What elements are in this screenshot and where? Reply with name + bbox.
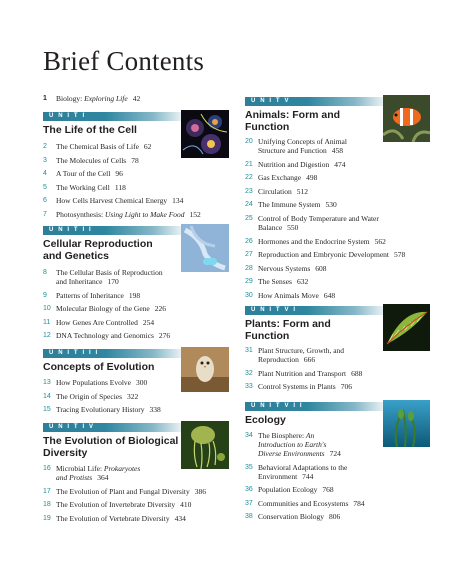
chapter-title: The Chemical Basis of Life <box>56 142 139 151</box>
chapter-page: 458 <box>331 146 343 155</box>
chapter-page: 134 <box>172 196 184 206</box>
chapter-title: How Genes Are Controlled <box>56 317 138 327</box>
chapter-page: 338 <box>149 405 161 415</box>
chapter-title: The Immune System <box>258 200 321 210</box>
chapter-number: 24 <box>245 201 253 209</box>
chapter-number: 14 <box>43 392 51 400</box>
chapter-page: 118 <box>114 182 126 192</box>
chapter-title: Behavioral Adaptations to the <box>258 462 348 472</box>
chapter-title: How Animals Move <box>258 291 319 300</box>
chapter-number: 13 <box>43 379 51 386</box>
chapter-title: Balance <box>258 223 283 232</box>
chapter-title: Control Systems in Plants <box>258 382 336 392</box>
chapter-number: 36 <box>245 486 253 494</box>
chapter-page: 768 <box>322 485 334 495</box>
chapter-title: Communities and Ecosystems <box>258 498 349 508</box>
chapter-number: 29 <box>245 278 253 286</box>
chapter-number: 9 <box>43 291 47 299</box>
chapter-number: 27 <box>245 251 253 259</box>
chapter-title: The Evolution of Vertebrate Diversity <box>56 513 170 523</box>
chapter-title: Plant Nutrition and Transport <box>258 368 347 378</box>
chapter-page: 300 <box>136 378 148 387</box>
chapter-number: 34 <box>245 432 253 439</box>
page-title: Brief Contents <box>43 46 205 76</box>
chapter-number: 12 <box>43 332 51 340</box>
chapter-page: 632 <box>296 277 309 287</box>
chapter-page: 96 <box>115 169 123 179</box>
jellyfish-photo <box>181 421 229 469</box>
owl-photo <box>181 347 229 392</box>
chapter-title: The Cellular Basis of Reproduction <box>56 268 163 277</box>
unit-bar <box>245 97 383 106</box>
chapter-page: 170 <box>107 277 119 286</box>
chapter-number: 32 <box>245 369 253 377</box>
chapter-title: Gas Exchange <box>258 173 302 183</box>
ocean-plant-photo <box>383 400 430 447</box>
chapter-number: 7 <box>43 211 47 218</box>
chapter-page: 322 <box>127 391 139 401</box>
chapter-page: 806 <box>329 512 341 522</box>
chapter-number: 19 <box>43 514 51 522</box>
unit-title: The Evolution of Biological Diversity <box>43 435 179 459</box>
chapter-number: 16 <box>43 465 51 472</box>
chapter-title: Reproduction <box>258 355 299 364</box>
unit-title: Cellular Reproduction and Genetics <box>43 238 153 262</box>
chapter-number: 22 <box>245 174 253 182</box>
chapter-title: Control of Body Temperature and Water <box>258 214 379 223</box>
chapter-title: Tracing Evolutionary History <box>56 405 145 415</box>
chapter-page: 42 <box>132 94 141 103</box>
chapter-page: 498 <box>306 173 318 183</box>
chapter-page: 386 <box>194 486 206 496</box>
chapter-number: 33 <box>245 383 253 391</box>
chapter-number: 6 <box>43 197 47 205</box>
chapter-title: Diverse Environments <box>258 449 325 458</box>
chapter-number: 5 <box>43 183 47 191</box>
chapter-number: 15 <box>43 406 51 414</box>
chromosome-photo <box>181 224 229 272</box>
chapter-title: Unifying Concepts of Animal <box>258 137 347 146</box>
chapter-number: 28 <box>245 264 253 272</box>
chapter-page: 276 <box>158 331 171 341</box>
chapter-number: 30 <box>245 292 253 299</box>
chapter-number: 35 <box>245 463 253 471</box>
unit-bar <box>245 402 383 411</box>
chapter-number: 10 <box>43 305 51 313</box>
unit-bar <box>245 306 383 315</box>
chapter-title: The Biosphere: <box>258 431 306 440</box>
chapter-page: 578 <box>394 250 406 260</box>
chapter-title: Plant Structure, Growth, and <box>258 346 345 355</box>
chapter-page: 474 <box>334 159 346 169</box>
clownfish-photo <box>383 95 430 142</box>
unit-tag: U N I T I I I <box>49 350 99 356</box>
chapter-title-italic: Exploring Life <box>84 94 128 103</box>
chapter-title: Patterns of Inheritance <box>56 290 124 300</box>
chapter-title: Structure and Function <box>258 146 327 155</box>
unit-bar <box>43 423 181 432</box>
chapter-page: 198 <box>128 290 141 300</box>
chapter-title: Microbial Life: <box>56 464 104 473</box>
unit-tag: U N I T V <box>251 98 291 104</box>
chapter-title: DNA Technology and Genomics <box>56 331 154 341</box>
chapter-title: How Populations Evolve <box>56 378 131 387</box>
chapter-title: Hormones and the Endocrine System <box>258 236 370 246</box>
chapter-number: 38 <box>245 513 253 521</box>
chapter-title: Circulation <box>258 186 292 196</box>
chapter-number: 1 <box>43 95 47 102</box>
chapter-title-italic: Using Light to Make Food <box>104 210 185 219</box>
chapter-title: and Inheritance <box>56 277 103 286</box>
chapter-page: 254 <box>142 317 155 327</box>
chapter-page: 434 <box>174 513 186 523</box>
unit-tag: U N I T I <box>49 113 86 119</box>
chapter-page: 410 <box>180 500 192 510</box>
chapter-title-italic: An <box>305 431 315 440</box>
chapter-number: 23 <box>245 187 253 195</box>
chapter-number: 11 <box>43 318 51 326</box>
unit-tag: U N I T V I I <box>251 403 304 409</box>
chapter-number: 4 <box>43 170 47 178</box>
chapter-title: Population Ecology <box>258 485 318 495</box>
chapter-title: Nervous Systems <box>258 263 311 273</box>
chapter-title: The Origin of Species <box>56 391 123 401</box>
chapter-number: 21 <box>245 160 253 168</box>
chapter-page: 364 <box>97 473 109 482</box>
chapter-page: 78 <box>131 155 139 165</box>
chapter-page: 648 <box>323 291 336 300</box>
chapter-number: 8 <box>43 269 47 276</box>
venus-flytrap-photo <box>383 304 430 351</box>
chapter-number: 26 <box>245 237 253 245</box>
chapter-title: A Tour of the Cell <box>56 169 111 179</box>
chapter-title: Molecular Biology of the Gene <box>56 304 150 314</box>
chapter-page: 512 <box>296 186 308 196</box>
chapter-number: 31 <box>245 347 253 354</box>
chapter-title: How Cells Harvest Chemical Energy <box>56 196 168 206</box>
chapter-page: 608 <box>315 263 327 273</box>
chapter-page: 226 <box>154 304 166 314</box>
chapter-title: Environment <box>258 471 298 481</box>
chapter-title: The Molecules of Cells <box>56 155 127 165</box>
chapter-title: The Evolution of Plant and Fungal Diversity <box>56 486 190 496</box>
chapter-title-italic: Prokaryotes <box>103 464 141 473</box>
chapter-title: and Protists <box>56 473 93 482</box>
chapter-page: 152 <box>189 210 201 219</box>
unit-title: Ecology <box>245 414 286 426</box>
chapter-number: 2 <box>43 143 47 150</box>
unit-title: The Life of the Cell <box>43 124 137 136</box>
chapter-page: 784 <box>353 498 365 508</box>
unit-title: Animals: Form and Function <box>245 109 341 133</box>
chapter-title: Reproduction and Embryonic Development <box>258 250 390 260</box>
unit-tag: U N I T V I <box>251 307 297 313</box>
unit-bar <box>43 226 181 235</box>
chapter-page: 724 <box>329 449 341 458</box>
chapter-page: 562 <box>374 236 386 246</box>
chapter-page: 666 <box>303 355 316 364</box>
chapter-number: 18 <box>43 501 51 509</box>
cell-photo <box>181 110 229 158</box>
chapter-page: 62 <box>143 142 152 151</box>
chapter-page: 744 <box>302 471 314 481</box>
chapter-number: 3 <box>43 156 47 164</box>
unit-tag: U N I T I I <box>49 227 93 233</box>
unit-title: Concepts of Evolution <box>43 361 155 373</box>
chapter-number: 37 <box>245 499 253 507</box>
chapter-title: Nutrition and Digestion <box>258 159 330 169</box>
chapter-title: The Senses <box>258 277 292 287</box>
chapter-number: 20 <box>245 138 253 145</box>
chapter-title: The Working Cell <box>56 182 110 192</box>
unit-tag: U N I T I V <box>49 424 95 430</box>
chapter-title: Conservation Biology <box>258 512 325 522</box>
chapter-title: Introduction to Earth's <box>258 440 327 449</box>
chapter-title: Photosynthesis: <box>56 210 105 219</box>
unit-bar <box>43 349 181 358</box>
unit-bar <box>43 112 181 121</box>
chapter-number: 17 <box>43 487 51 495</box>
chapter-page: 530 <box>325 200 337 210</box>
chapter-page: 550 <box>287 223 299 232</box>
chapter-title: Biology: <box>56 94 85 103</box>
chapter-title: The Evolution of Invertebrate Diversity <box>56 500 176 510</box>
chapter-page: 706 <box>340 382 352 392</box>
chapter-number: 25 <box>245 215 253 222</box>
unit-title: Plants: Form and Function <box>245 318 331 342</box>
chapter-page: 688 <box>351 368 363 378</box>
